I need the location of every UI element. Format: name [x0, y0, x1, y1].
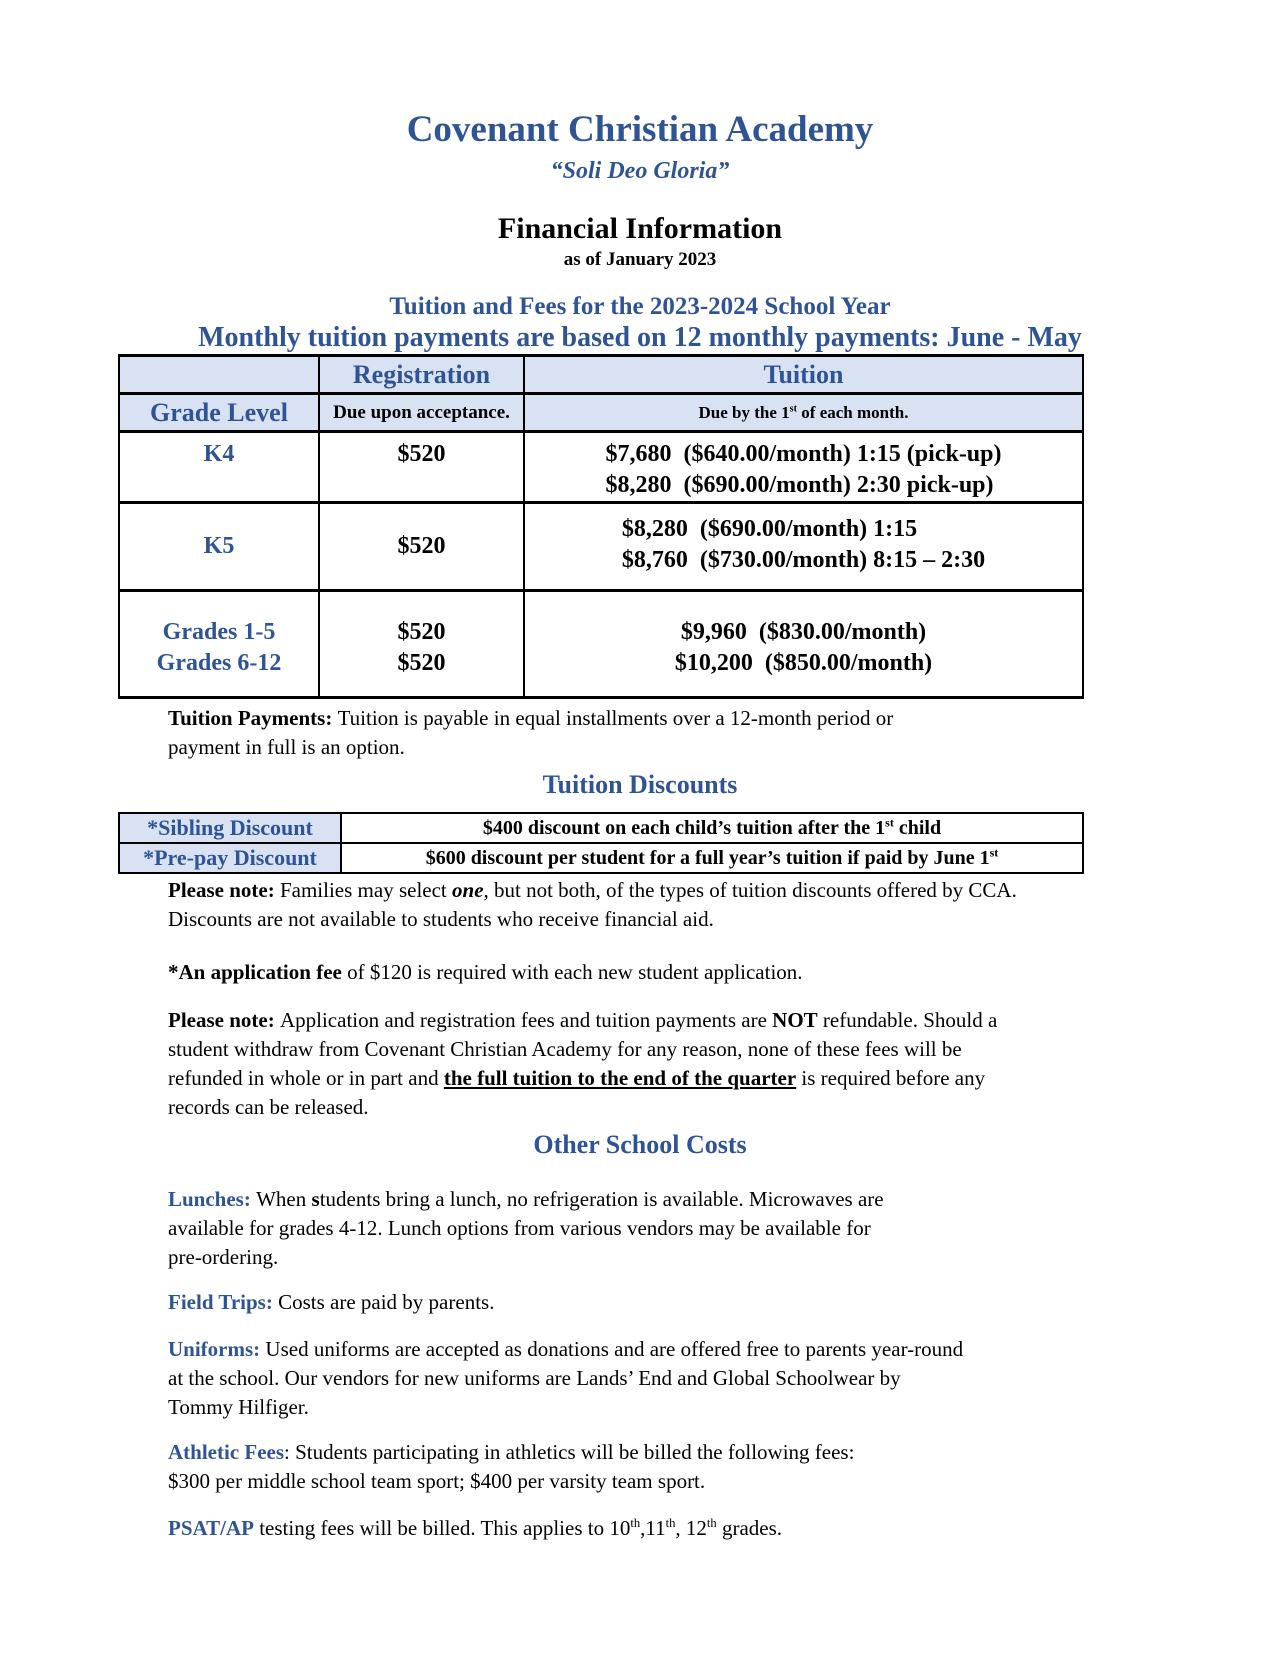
prepay-discount-row — [119, 843, 1083, 873]
registration-cell: $520 — [319, 503, 524, 591]
document-header — [0, 110, 1280, 272]
school-motto: “Soli Deo Gloria” — [550, 158, 730, 184]
grade-cell: K4 — [119, 432, 319, 503]
discount-label: *Sibling Discount — [119, 813, 341, 843]
school-name: Covenant Christian Academy — [406, 109, 874, 150]
discounts-note: Please note: Families may select one, but not both, of the types of tuition discounts offered by CCA. Discounts are not available to students who receive financial aid. — [168, 878, 1017, 931]
table-row-k5 — [119, 503, 1083, 591]
discounts-section — [0, 769, 1280, 1122]
tuition-column-header: Tuition — [524, 356, 1083, 394]
tuition-cell: $9,960 ($830.00/month) $10,200 ($850.00/month) — [524, 591, 1083, 698]
table-subheader-row — [119, 394, 1083, 432]
application-fee-note: *An application fee of $120 is required with each new student application. — [168, 960, 803, 984]
grade-level-header: Grade Level — [119, 394, 319, 432]
table-row-grades — [119, 591, 1083, 698]
grade-cell: Grades 1-5 Grades 6-12 — [119, 591, 319, 698]
tuition-fees-heading: Tuition and Fees for the 2023-2024 School Year — [389, 293, 891, 320]
registration-column-header: Registration — [319, 356, 524, 394]
monthly-payments-heading: Monthly tuition payments are based on 12 monthly payments: June - May — [198, 322, 1082, 353]
as-of-date: as of January 2023 — [563, 249, 717, 270]
registration-cell: $520 $520 — [319, 591, 524, 698]
lunches-note: Lunches: When students bring a lunch, no refrigeration is available. Microwaves are available for grades 4-12. Lunch options from various vendors may be available for pre-ordering. — [168, 1187, 884, 1269]
discount-label: *Pre-pay Discount — [119, 843, 341, 873]
athletic-fees-note: Athletic Fees: Students participating in athletics will be billed the following fees: $300 per middle school team sport; $400 per varsity team sport. — [168, 1440, 855, 1493]
registration-cell: $520 — [319, 432, 524, 503]
discount-description: $600 discount per student for a full year’s tuition if paid by June 1st — [341, 843, 1083, 873]
tuition-payments-note: Tuition Payments: Tuition is payable in equal installments over a 12-month period or payment in full is an option. — [168, 706, 894, 759]
tuition-discounts-table — [118, 812, 1084, 874]
sibling-discount-row — [119, 813, 1083, 843]
table-row-k4 — [119, 432, 1083, 503]
grade-cell: K5 — [119, 503, 319, 591]
other-school-costs-heading: Other School Costs — [533, 1130, 747, 1159]
psat-ap-note: PSAT/AP testing fees will be billed. This applies to 10th,11th, 12th grades. — [168, 1516, 783, 1540]
document-title: Financial Information — [497, 212, 783, 245]
field-trips-note: Field Trips: Costs are paid by parents. — [168, 1290, 495, 1314]
discount-description: $400 discount on each child’s tuition after the 1st child — [341, 813, 1083, 843]
tuition-fees-table — [118, 354, 1084, 699]
tuition-discounts-heading: Tuition Discounts — [542, 770, 738, 799]
registration-subheader: Due upon acceptance. — [319, 394, 524, 432]
tuition-cell: $8,280 ($690.00/month) 1:15 $8,760 ($730.00/month) 8:15 – 2:30 — [524, 503, 1083, 591]
corner-cell — [119, 356, 319, 394]
tuition-cell: $7,680 ($640.00/month) 1:15 (pick-up) $8,280 ($690.00/month) 2:30 pick-up) — [524, 432, 1083, 503]
tuition-subheader: Due by the 1st of each month. — [524, 394, 1083, 432]
refund-policy-note: Please note: Application and registration fees and tuition payments are NOT refundable. Should a student withdraw from Covenant Christian Academy for any reason, none of these fees will be refunded in whole or in part and the full tuition to the end of the quarter is required before any records can be released. — [168, 1008, 998, 1119]
uniforms-note: Uniforms: Used uniforms are accepted as donations and are offered free to parents year-round at the school. Our vendors for new uniforms are Lands’ End and Global Schoolwear by Tommy Hilfiger. — [168, 1337, 964, 1419]
other-costs-section — [0, 1129, 1280, 1543]
tuition-section — [0, 292, 1280, 762]
table-header-row — [119, 356, 1083, 394]
